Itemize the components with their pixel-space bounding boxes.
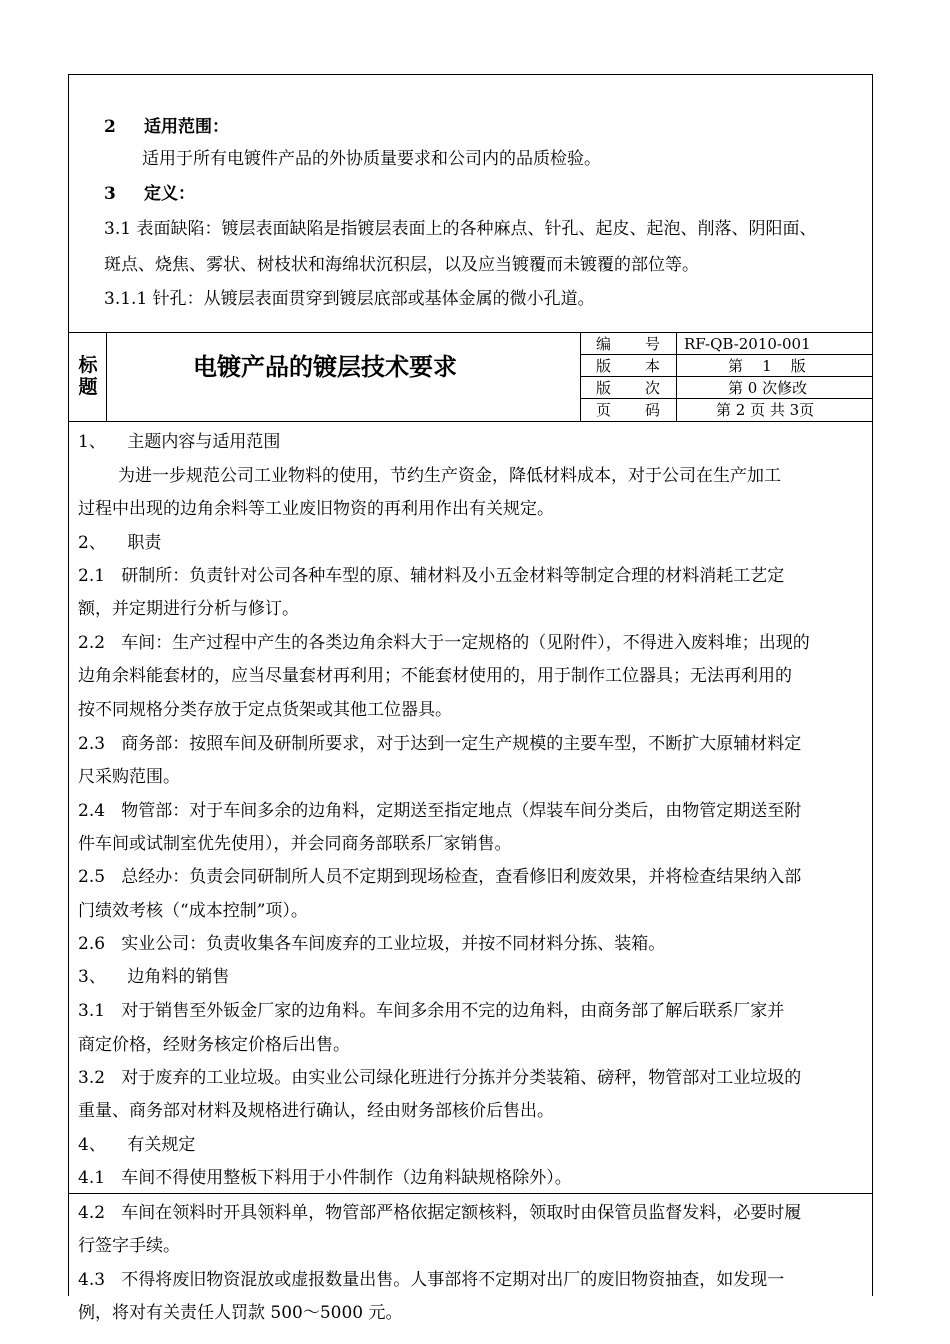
def-3-1-line2: 斑点、烧焦、雾状、树枝状和海绵状沉积层，以及应当镀覆而未镀覆的部位等。 [104,255,699,275]
header-key-revision-2: 次 [644,379,660,397]
header-label-divider [106,332,107,422]
item-2-1-line2: 额，并定期进行分析与修订。 [78,599,299,619]
scope-heading-num: 2 [104,117,116,137]
item-3-2-line2: 重量、商务部对材料及规格进行确认，经由财务部核价后售出。 [78,1101,554,1121]
item-4-2-line1: 4.2 车间在领料时开具领料单，物管部严格依据定额核料，领取时由保管员监督发料，必要时履 [78,1203,802,1223]
item-2-3-line1: 2.3 商务部：按照车间及研制所要求，对于达到一定生产规模的主要车型，不断扩大原辅材料定 [78,734,802,754]
header-key-number-2: 号 [644,335,660,353]
section-1-para-line1: 为进一步规范公司工业物料的使用，节约生产资金，降低材料成本，对于公司在生产加工 [118,466,781,486]
header-title-divider [580,332,581,422]
header-key-edition-2: 本 [644,357,660,375]
frame-right [872,74,873,1296]
header-key-page-2: 码 [644,401,660,419]
item-3-1-line2: 商定价格，经财务核定价格后出售。 [78,1035,350,1055]
item-2-4-line1: 2.4 物管部：对于车间多余的边角料，定期送至指定地点（焊装车间分类后，由物管定期送至附 [78,801,802,821]
scope-heading: 适用范围： [144,117,229,137]
frame-top [68,74,873,75]
item-2-2-line2: 边角余料能套材的，应当尽量套材再利用；不能套材使用的，用于制作工位器具；无法再利用的 [78,666,792,686]
def-3-1-line1: 3.1 表面缺陷：镀层表面缺陷是指镀层表面上的各种麻点、针孔、起皮、起泡、削落、阴阳面、 [104,219,817,239]
item-3-2-line1: 3.2 对于废弃的工业垃圾。由实业公司绿化班进行分拣并分类装箱、磅秤，物管部对工业垃圾的 [78,1068,802,1088]
document-title: 电镀产品的镀层技术要求 [193,353,457,381]
item-4-3-line1: 4.3 不得将废旧物资混放或虚报数量出售。人事部将不定期对出厂的废旧物资抽查，如发现一 [78,1270,785,1290]
section-1-para-line2: 过程中出现的边角余料等工业废旧物资的再利用作出有关规定。 [78,499,554,519]
header-top-line [68,332,873,333]
scope-text: 适用于所有电镀件产品的外协质量要求和公司内的品质检验。 [142,149,601,169]
item-2-2-line1: 2.2 车间：生产过程中产生的各类边角余料大于一定规格的（见附件），不得进入废料堆；出现的 [78,633,810,653]
header-row-line-3 [580,398,873,399]
header-row-line-2 [580,376,873,377]
item-2-2-line3: 按不同规格分类存放于定点货架或其他工位器具。 [78,700,452,720]
def-heading: 定义： [144,184,195,204]
item-2-6: 2.6 实业公司：负责收集各车间废弃的工业垃圾，并按不同材料分拣、装箱。 [78,934,666,954]
item-2-3-line2: 尺采购范围。 [78,767,180,787]
header-label-char-2: 题 [78,376,98,398]
section-1-heading: 1、 主题内容与适用范围 [78,432,281,452]
header-value-revision: 第 0 次修改 [728,379,808,397]
item-2-4-line2: 件车间或试制室优先使用），并会同商务部联系厂家销售。 [78,834,512,854]
item-4-1: 4.1 车间不得使用整板下料用于小件制作（边角料缺规格除外）。 [78,1168,572,1188]
section-3-heading: 3、 边角料的销售 [78,967,230,987]
header-label-char-1: 标 [78,354,98,376]
item-3-1-line1: 3.1 对于销售至外钣金厂家的边角料。车间多余用不完的边角料，由商务部了解后联系厂家并 [78,1001,785,1021]
header-value-page: 第 2 页 共 3页 [716,401,815,419]
item-4-2-line2: 行签字手续。 [78,1236,180,1256]
item-2-1-line1: 2.1 研制所：负责针对公司各种车型的原、辅材料及小五金材料等制定合理的材料消耗工艺定 [78,566,785,586]
def-3-1-1: 3.1.1 针孔：从镀层表面贯穿到镀层底部或基体金属的微小孔道。 [104,289,595,309]
header-key-divider [676,332,677,422]
def-heading-num: 3 [104,184,116,204]
frame-left [68,74,69,1296]
header-value-number: RF-QB-2010-001 [684,335,811,353]
section-2-heading: 2、 职责 [78,533,162,553]
header-key-edition-1: 版 [596,357,612,375]
header-key-page-1: 页 [596,401,612,419]
header-key-number-1: 编 [596,335,612,353]
header-value-edition: 第 1 版 [728,357,806,375]
header-key-revision-1: 版 [596,379,612,397]
header-bottom-line [68,421,873,422]
section-4-heading: 4、 有关规定 [78,1135,196,1155]
header-row-line-1 [580,354,873,355]
section-divider-line [68,1193,873,1194]
item-4-3-line2: 例，将对有关责任人罚款 500～5000 元。 [78,1303,403,1323]
item-2-5-line1: 2.5 总经办：负责会同研制所人员不定期到现场检查，查看修旧利废效果，并将检查结果纳入部 [78,867,802,887]
item-2-5-line2: 门绩效考核（“成本控制”项）。 [78,901,308,921]
